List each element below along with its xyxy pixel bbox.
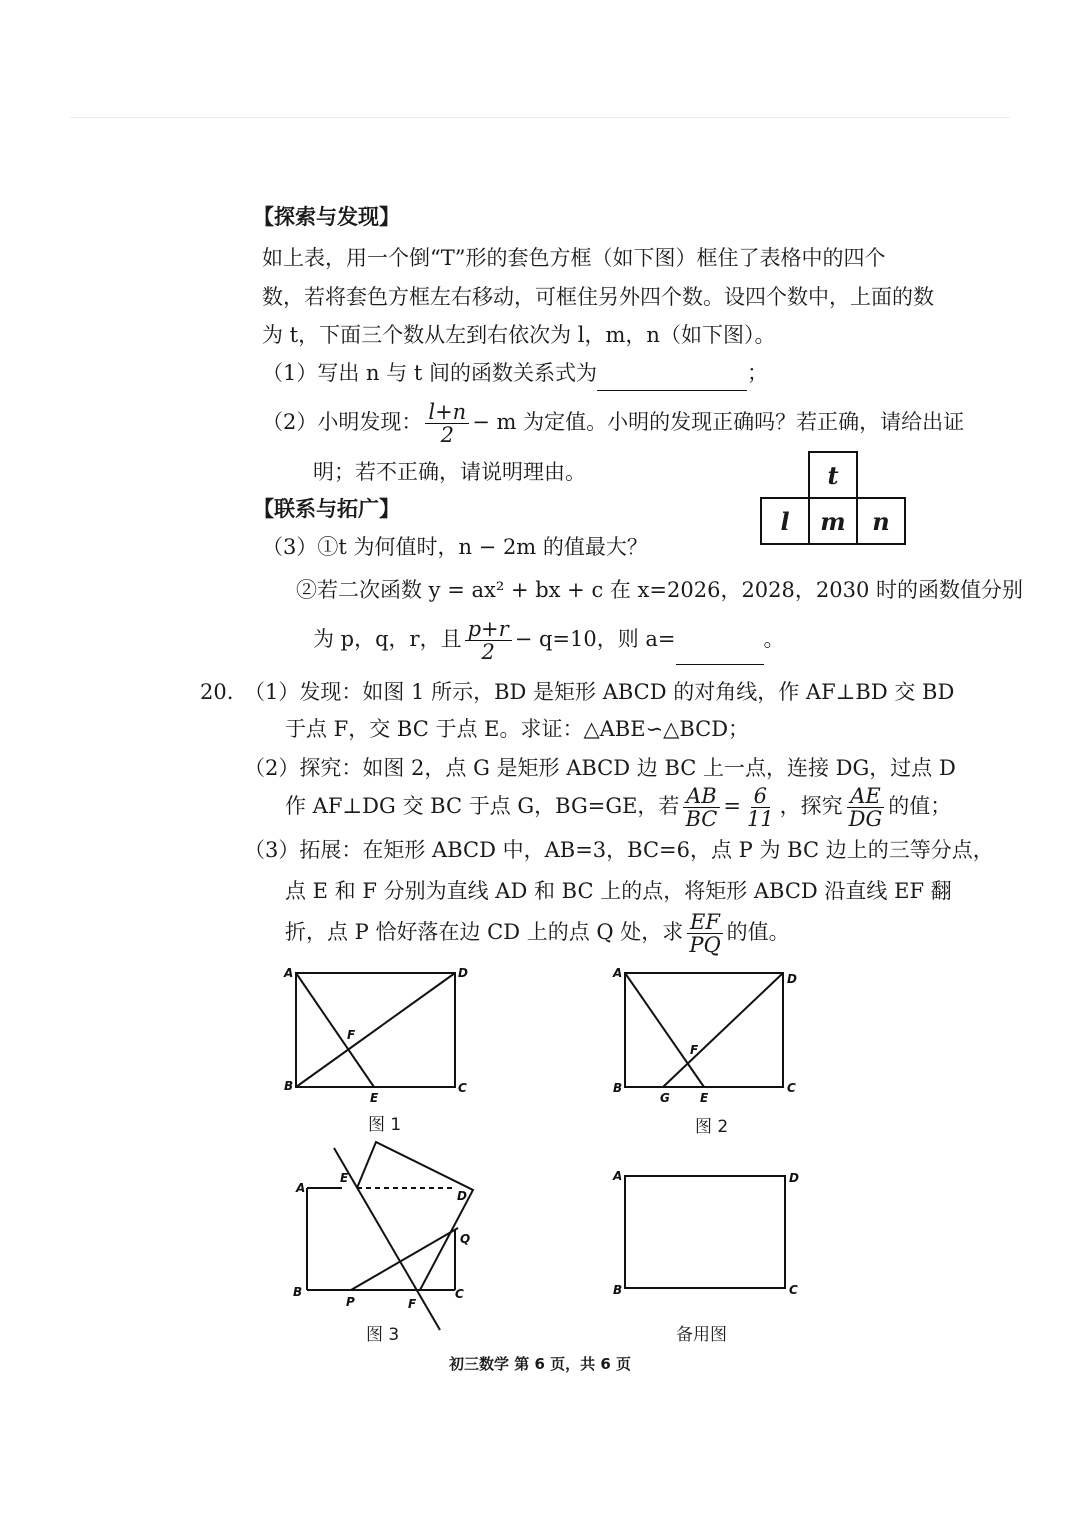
fig3-line-pq xyxy=(351,1228,458,1290)
fraction-ab-bc: $\frac{AB}{BC}$ xyxy=(682,785,720,830)
fig3-label-b: B xyxy=(293,1285,303,1299)
section-heading-extend: 【联系与拓广】 xyxy=(253,496,400,521)
fig1-label-c: C xyxy=(458,1081,467,1095)
fig4-label-b: B xyxy=(613,1283,623,1297)
fig2-label-f: F xyxy=(690,1043,699,1057)
problem-20-part-2-line-1: （2）探究：如图 2，点 G 是矩形 ABCD 边 BC 上一点，连接 DG，过点 D xyxy=(244,756,956,780)
figure-4-caption: 备用图 xyxy=(676,1325,727,1345)
para-line-2: 数，若将套色方框左右移动，可框住另外四个数。设四个数中，上面的数 xyxy=(262,285,934,309)
fig2-line-dg xyxy=(663,973,783,1087)
fig1-line-ae xyxy=(296,973,374,1087)
fraction-ef-pq: $\frac{EF}{PQ}$ xyxy=(686,911,723,956)
figure-1-diagram xyxy=(296,973,455,1087)
problem-number-20: 20. xyxy=(200,680,234,704)
fig2-rectangle xyxy=(625,973,783,1087)
fig2-label-e: E xyxy=(700,1091,709,1105)
fig4-label-d: D xyxy=(789,1171,799,1185)
p3-text-end: 的值。 xyxy=(726,920,790,944)
fig1-label-b: B xyxy=(284,1079,294,1093)
p2-text-pre: 作 AF⊥DG 交 BC 于点 G，BG=GE，若 xyxy=(285,794,680,818)
question-3-part-1: （3）①t 为何值时，n − 2m 的值最大？ xyxy=(262,535,648,559)
fig4-rectangle xyxy=(625,1176,785,1288)
figure-3-diagram xyxy=(307,1142,473,1330)
fig2-label-d: D xyxy=(787,972,797,986)
para-line-1: 如上表，用一个倒“T”形的套色方框（如下图）框住了表格中的四个 xyxy=(262,246,886,270)
fig2-label-g: G xyxy=(660,1091,670,1105)
para-line-3: 为 t，下面三个数从左到右依次为 l，m，n（如下图）。 xyxy=(262,323,776,347)
table-cell-t: t xyxy=(809,452,857,498)
question-3-end: 。 xyxy=(763,627,785,651)
fig4-label-c: C xyxy=(789,1283,798,1297)
fraction-p-plus-r: $\frac{p+r}{2}$ xyxy=(465,618,512,663)
problem-20-part-3-line-1: （3）拓展：在矩形 ABCD 中，AB=3，BC=6，点 P 为 BC 边上的三等分点， xyxy=(244,838,994,862)
p2-text-end: 的值； xyxy=(888,794,952,818)
p3-text-pre: 折，点 P 恰好落在边 CD 上的点 Q 处，求 xyxy=(285,920,684,944)
fig1-diagonal-bd xyxy=(296,973,455,1087)
question-1-text: （1）写出 n 与 t 间的函数关系式为 xyxy=(262,361,598,385)
fig3-label-e: E xyxy=(340,1171,349,1185)
figure-2-diagram xyxy=(625,973,783,1087)
p2-text-mid: ，探究 xyxy=(779,794,843,818)
fig1-label-f: F xyxy=(347,1028,356,1042)
fig3-label-p: P xyxy=(346,1295,355,1309)
fig2-label-b: B xyxy=(613,1081,623,1095)
fig2-line-ae xyxy=(625,973,704,1087)
p2-equals: = xyxy=(723,794,741,818)
fig2-label-a: A xyxy=(613,966,623,980)
question-3-pre: 为 p，q，r，且 xyxy=(313,627,462,651)
question-1-end: ； xyxy=(747,361,769,385)
fig3-label-c: C xyxy=(455,1287,464,1301)
problem-20-part-1-line-1: （1）发现：如图 1 所示，BD 是矩形 ABCD 的对角线，作 AF⊥BD 交 BD xyxy=(244,680,955,704)
fig1-label-e: E xyxy=(370,1091,379,1105)
question-2-post: − m 为定值。小明的发现正确吗？若正确，请给出证 xyxy=(472,410,965,434)
problem-20-part-1-line-2: 于点 F，交 BC 于点 E。求证：△ABE∽△BCD； xyxy=(285,717,750,741)
table-cell-l: l xyxy=(761,498,809,544)
fig2-label-c: C xyxy=(787,1081,796,1095)
question-2-pre: （2）小明发现： xyxy=(262,410,423,434)
fig1-label-d: D xyxy=(458,966,468,980)
question-3-part-2: ②若二次函数 y = ax² + bx + c 在 x=2026，2028，2030 时的函数值分别 xyxy=(296,578,1024,602)
problem-20-part-3-line-2: 点 E 和 F 分别为直线 AD 和 BC 上的点，将矩形 ABCD 沿直线 EF 翻 xyxy=(285,879,952,903)
page-footer: 初三数学 第 6 页，共 6 页 xyxy=(449,1355,631,1373)
figure-2-caption: 图 2 xyxy=(695,1117,729,1137)
question-3-post: − q=10，则 a= xyxy=(514,627,676,651)
fig4-label-a: A xyxy=(613,1169,623,1183)
fig3-label-d: D xyxy=(457,1189,467,1203)
fraction-ae-dg: $\frac{AE}{DG}$ xyxy=(848,784,883,831)
fraction-6-11: $\frac{6}{11}$ xyxy=(746,784,774,831)
fig3-label-a: A xyxy=(296,1181,306,1195)
fig3-label-q: Q xyxy=(460,1232,471,1246)
figure-1-caption: 图 1 xyxy=(368,1115,402,1135)
section-heading-explore: 【探索与发现】 xyxy=(253,204,400,229)
figure-3-caption: 图 3 xyxy=(366,1325,400,1345)
fig1-label-a: A xyxy=(284,966,294,980)
fraction-l-plus-n: $\frac{l+n}{2}$ xyxy=(425,401,469,446)
question-2-line-2: 明；若不正确，请说明理由。 xyxy=(313,460,586,484)
table-cell-m: m xyxy=(809,498,857,544)
table-cell-n: n xyxy=(857,498,905,544)
fig3-label-f: F xyxy=(408,1297,417,1311)
